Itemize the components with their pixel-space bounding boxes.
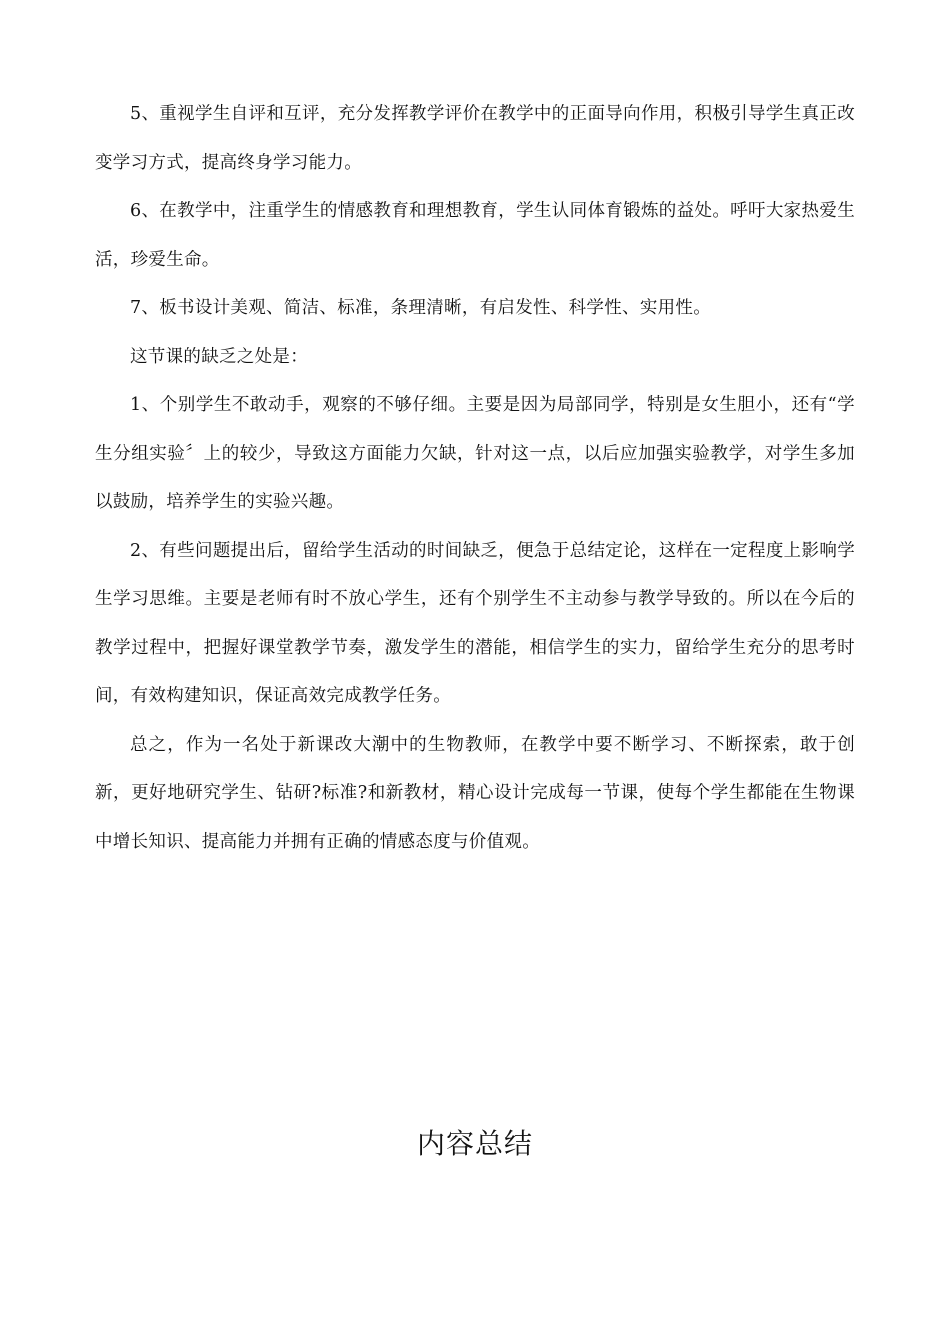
document-body [95, 90, 855, 866]
summary-title: 内容总结 [416, 1127, 533, 1160]
paragraph-point-5: 5、重视学生自评和互评，充分发挥教学评价在教学中的正面导向作用，积极引导学生真正改变学习方式，提高终身学习能力。 [95, 104, 855, 173]
paragraph-shortcoming-2: 2、有些问题提出后，留给学生活动的时间缺乏，便急于总结定论，这样在一定程度上影响学生学习思维。主要是老师有时不放心学生，还有个别学生不主动参与教学导致的。所以在今后的教学过程中，把握好课堂教学节奏，激发学生的潜能，相信学生的实力，留给学生充分的思考时间，有效构建知识，保证高效完成教学任务。 [95, 540, 855, 706]
paragraph-point-7: 7、板书设计美观、简洁、标准，条理清晰，有启发性、科学性、实用性。 [130, 298, 712, 318]
paragraph-shortcoming-1: 1、个别学生不敢动手，观察的不够仔细。主要是因为局部同学，特别是女生胆小，还有“学生分组实验〞上的较少，导致这方面能力欠缺，针对这一点，以后应加强实验教学，对学生多加以鼓励，培养学生的实验兴趣。 [95, 395, 855, 512]
paragraph-shortcomings-intro: 这节课的缺乏之处是： [130, 346, 308, 367]
paragraph-point-6: 6、在教学中，注重学生的情感教育和理想教育，学生认同体育锻炼的益处。呼吁大家热爱生活，珍爱生命。 [95, 201, 855, 270]
paragraph-conclusion: 总之，作为一名处于新课改大潮中的生物教师，在教学中要不断学习、不断探索，敢于创新，更好地研究学生、钻研?标准?和新教材，精心设计完成每一节课，使每个学生都能在生物课中增长知识、提高能力并拥有正确的情感态度与价值观。 [95, 734, 855, 852]
